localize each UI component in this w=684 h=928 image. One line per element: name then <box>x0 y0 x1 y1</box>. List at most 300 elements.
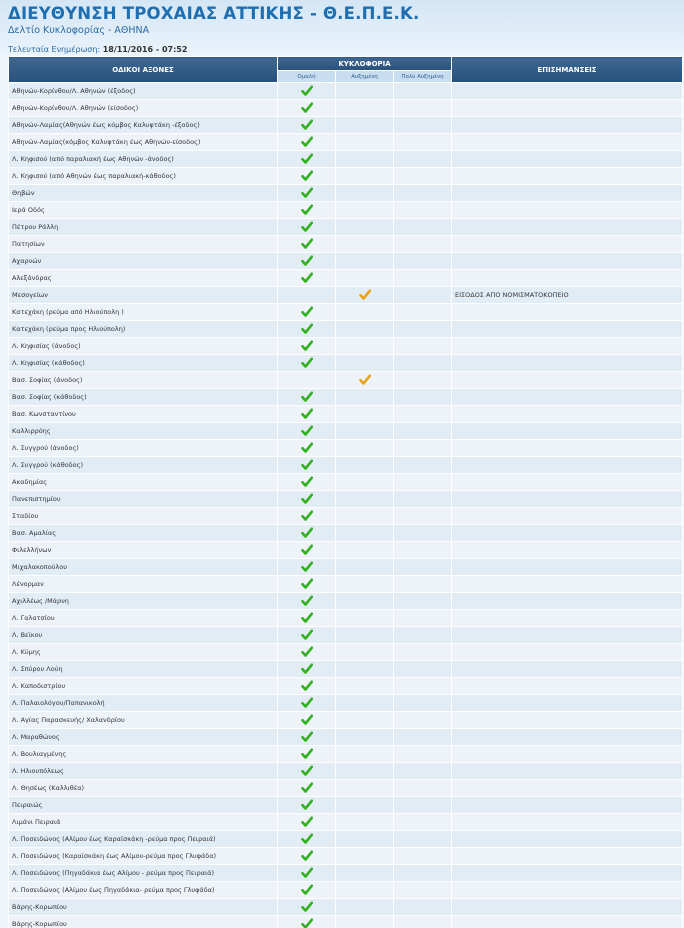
traffic-cell-increased <box>336 678 394 695</box>
traffic-cell-very-increased <box>394 219 452 236</box>
traffic-cell-very-increased <box>394 576 452 593</box>
table-row <box>9 168 683 185</box>
check-icon <box>301 442 313 454</box>
check-icon <box>301 629 313 641</box>
table-row <box>9 151 683 168</box>
check-icon <box>301 391 313 403</box>
remark-cell <box>452 797 683 814</box>
last-update-value: 18/11/2016 - 07:52 <box>102 45 188 54</box>
remark-cell <box>452 134 683 151</box>
column-header-remarks: ΕΠΙΣΗΜΑΝΣΕΙΣ <box>452 57 683 83</box>
traffic-cell-increased <box>336 100 394 117</box>
road-name: Φιλελλήνων <box>9 542 278 559</box>
traffic-cell-very-increased <box>394 865 452 882</box>
road-name: Λ. Ποσειδώνος (Πηγαδάκια έως Αλίμου - ρεύμα προς Πειραιά) <box>9 865 278 882</box>
traffic-cell-very-increased <box>394 814 452 831</box>
check-icon <box>301 578 313 590</box>
page-subtitle: Δελτίο Κυκλοφορίας - ΑΘΗΝΑ <box>8 25 150 36</box>
check-icon <box>301 697 313 709</box>
traffic-cell-normal <box>278 321 336 338</box>
traffic-cell-normal <box>278 406 336 423</box>
road-name: Λ. Κύμης <box>9 644 278 661</box>
road-name: Λένορμαν <box>9 576 278 593</box>
remark-cell <box>452 525 683 542</box>
remark-cell <box>452 270 683 287</box>
traffic-cell-normal <box>278 865 336 882</box>
table-row <box>9 814 683 831</box>
remark-cell <box>452 236 683 253</box>
road-name: Θηβών <box>9 185 278 202</box>
traffic-cell-very-increased <box>394 338 452 355</box>
road-name: Κατεχάκη (ρεύμα προς Ηλιούπολη) <box>9 321 278 338</box>
table-row <box>9 899 683 916</box>
traffic-cell-normal <box>278 287 336 304</box>
traffic-cell-normal <box>278 117 336 134</box>
table-row <box>9 712 683 729</box>
road-name: Αθηνών-Κορίνθου/Λ. Αθηνών (είσοδος) <box>9 100 278 117</box>
remark-cell <box>452 746 683 763</box>
remark-cell <box>452 882 683 899</box>
traffic-cell-increased <box>336 355 394 372</box>
traffic-cell-normal <box>278 83 336 100</box>
remark-cell <box>452 253 683 270</box>
check-icon <box>301 119 313 131</box>
road-name: Βάρης-Κορωπίου <box>9 916 278 928</box>
traffic-cell-very-increased <box>394 100 452 117</box>
table-row <box>9 423 683 440</box>
road-name: Πανεπιστημίου <box>9 491 278 508</box>
road-name: Βασ. Σοφίας (κάθοδος) <box>9 389 278 406</box>
traffic-cell-increased <box>336 321 394 338</box>
traffic-cell-normal <box>278 355 336 372</box>
traffic-cell-very-increased <box>394 661 452 678</box>
road-name: Μιχαλακοπούλου <box>9 559 278 576</box>
remark-cell <box>452 491 683 508</box>
remark-cell <box>452 695 683 712</box>
road-name: Αχαρνών <box>9 253 278 270</box>
traffic-cell-very-increased <box>394 610 452 627</box>
traffic-cell-increased <box>336 661 394 678</box>
check-icon <box>359 374 371 386</box>
traffic-cell-very-increased <box>394 882 452 899</box>
table-row <box>9 559 683 576</box>
traffic-cell-increased <box>336 440 394 457</box>
traffic-cell-increased <box>336 185 394 202</box>
table-row <box>9 202 683 219</box>
check-icon <box>301 323 313 335</box>
table-row <box>9 440 683 457</box>
traffic-cell-increased <box>336 848 394 865</box>
table-row <box>9 593 683 610</box>
check-icon <box>301 663 313 675</box>
traffic-cell-increased <box>336 151 394 168</box>
traffic-cell-normal <box>278 593 336 610</box>
road-name: Λ. Βουλιαγμένης <box>9 746 278 763</box>
traffic-cell-very-increased <box>394 185 452 202</box>
traffic-cell-very-increased <box>394 287 452 304</box>
road-name: Πατησίων <box>9 236 278 253</box>
traffic-cell-normal <box>278 763 336 780</box>
check-icon <box>301 884 313 896</box>
road-name: Λ. Θησέως (Καλλιθέα) <box>9 780 278 797</box>
page-header <box>0 0 684 55</box>
remark-cell <box>452 457 683 474</box>
traffic-table-body <box>9 83 683 928</box>
traffic-cell-normal <box>278 202 336 219</box>
remark-cell <box>452 865 683 882</box>
traffic-cell-very-increased <box>394 780 452 797</box>
traffic-cell-very-increased <box>394 270 452 287</box>
table-row <box>9 253 683 270</box>
traffic-cell-very-increased <box>394 355 452 372</box>
road-name: Λ. Κηφισού (από Αθηνών έως παραλιακή-κάθοδος) <box>9 168 278 185</box>
traffic-cell-normal <box>278 712 336 729</box>
traffic-cell-normal <box>278 151 336 168</box>
road-name: Βασ. Αμαλίας <box>9 525 278 542</box>
table-row <box>9 236 683 253</box>
table-row <box>9 746 683 763</box>
remark-cell <box>452 831 683 848</box>
remark-cell <box>452 712 683 729</box>
road-name: Λ. Βεϊκου <box>9 627 278 644</box>
check-icon <box>301 204 313 216</box>
traffic-cell-very-increased <box>394 134 452 151</box>
check-icon <box>359 289 371 301</box>
traffic-cell-very-increased <box>394 763 452 780</box>
road-name: Λ. Ηλιουπόλεως <box>9 763 278 780</box>
traffic-cell-increased <box>336 168 394 185</box>
remark-cell <box>452 117 683 134</box>
traffic-cell-normal <box>278 542 336 559</box>
check-icon <box>301 102 313 114</box>
traffic-cell-increased <box>336 134 394 151</box>
traffic-cell-increased <box>336 865 394 882</box>
check-icon <box>301 459 313 471</box>
traffic-cell-very-increased <box>394 389 452 406</box>
check-icon <box>301 510 313 522</box>
check-icon <box>301 493 313 505</box>
traffic-cell-normal <box>278 270 336 287</box>
table-row <box>9 389 683 406</box>
road-name: Καλλιρρόης <box>9 423 278 440</box>
subheader-increased: Αυξημένη <box>336 71 394 83</box>
check-icon <box>301 714 313 726</box>
traffic-cell-increased <box>336 729 394 746</box>
check-icon <box>301 646 313 658</box>
traffic-cell-increased <box>336 338 394 355</box>
traffic-cell-normal <box>278 134 336 151</box>
remark-cell <box>452 474 683 491</box>
traffic-cell-very-increased <box>394 831 452 848</box>
road-name: Πέτρου Ράλλη <box>9 219 278 236</box>
check-icon <box>301 748 313 760</box>
road-name: Λ. Κηφισού (από παραλιακή έως Αθηνών -άνοδος) <box>9 151 278 168</box>
traffic-cell-increased <box>336 457 394 474</box>
road-name: Κατεχάκη (ρεύμα από Ηλιούπολη ) <box>9 304 278 321</box>
check-icon <box>301 850 313 862</box>
traffic-cell-normal <box>278 831 336 848</box>
check-icon <box>301 544 313 556</box>
table-row <box>9 644 683 661</box>
traffic-cell-normal <box>278 882 336 899</box>
remark-cell <box>452 151 683 168</box>
traffic-cell-normal <box>278 338 336 355</box>
table-row <box>9 338 683 355</box>
check-icon <box>301 527 313 539</box>
traffic-cell-increased <box>336 525 394 542</box>
traffic-cell-very-increased <box>394 406 452 423</box>
remark-cell <box>452 678 683 695</box>
traffic-cell-normal <box>278 848 336 865</box>
traffic-cell-very-increased <box>394 457 452 474</box>
table-row <box>9 865 683 882</box>
remark-cell <box>452 423 683 440</box>
traffic-cell-normal <box>278 559 336 576</box>
traffic-cell-very-increased <box>394 627 452 644</box>
traffic-cell-increased <box>336 270 394 287</box>
traffic-cell-increased <box>336 491 394 508</box>
table-row <box>9 83 683 100</box>
table-row <box>9 134 683 151</box>
remark-cell: ΕΙΣΟΔΟΣ ΑΠΟ ΝΟΜΙΣΜΑΤΟΚΟΠΕΙΟ <box>452 287 683 304</box>
traffic-cell-very-increased <box>394 491 452 508</box>
road-name: Αθηνών-Κορίνθου/Λ. Αθηνών (έξοδος) <box>9 83 278 100</box>
table-row <box>9 287 683 304</box>
traffic-cell-increased <box>336 559 394 576</box>
traffic-cell-normal <box>278 576 336 593</box>
road-name: Αθηνών-Λαμίας(κόμβος Καλυφτάκη έως Αθηνών-είσοδος) <box>9 134 278 151</box>
remark-cell <box>452 372 683 389</box>
table-row <box>9 780 683 797</box>
table-row <box>9 916 683 928</box>
traffic-cell-increased <box>336 202 394 219</box>
traffic-cell-very-increased <box>394 117 452 134</box>
remark-cell <box>452 338 683 355</box>
table-row <box>9 882 683 899</box>
remark-cell <box>452 202 683 219</box>
last-update-label: Τελευταία Ενημέρωση: <box>8 45 101 54</box>
traffic-cell-increased <box>336 372 394 389</box>
remark-cell <box>452 406 683 423</box>
table-row <box>9 525 683 542</box>
remark-cell <box>452 83 683 100</box>
traffic-cell-normal <box>278 746 336 763</box>
page-title: ΔΙΕΥΘΥΝΣΗ ΤΡΟΧΑΙΑΣ ΑΤΤΙΚΗΣ - Θ.Ε.Π.Ε.Κ. <box>8 4 420 23</box>
table-row <box>9 797 683 814</box>
traffic-cell-normal <box>278 916 336 928</box>
traffic-cell-increased <box>336 763 394 780</box>
traffic-cell-very-increased <box>394 525 452 542</box>
check-icon <box>301 833 313 845</box>
road-name: Λ. Ποσειδώνος (Καραϊσκάκη έως Αλίμου-ρεύμα προς Γλυφάδα) <box>9 848 278 865</box>
table-row <box>9 372 683 389</box>
remark-cell <box>452 576 683 593</box>
check-icon <box>301 918 313 928</box>
last-update <box>8 45 187 54</box>
table-row <box>9 270 683 287</box>
remark-cell <box>452 848 683 865</box>
traffic-cell-very-increased <box>394 797 452 814</box>
traffic-cell-increased <box>336 746 394 763</box>
remark-cell <box>452 389 683 406</box>
traffic-cell-increased <box>336 219 394 236</box>
subheader-very-increased: Πολύ Αυξημένη <box>394 71 452 83</box>
traffic-cell-increased <box>336 593 394 610</box>
traffic-cell-normal <box>278 168 336 185</box>
traffic-cell-increased <box>336 882 394 899</box>
traffic-cell-normal <box>278 661 336 678</box>
road-name: Λ. Συγγρού (κάθοδος) <box>9 457 278 474</box>
traffic-cell-very-increased <box>394 151 452 168</box>
traffic-cell-very-increased <box>394 321 452 338</box>
remark-cell <box>452 627 683 644</box>
traffic-cell-very-increased <box>394 695 452 712</box>
remark-cell <box>452 219 683 236</box>
check-icon <box>301 680 313 692</box>
traffic-cell-increased <box>336 780 394 797</box>
traffic-cell-normal <box>278 457 336 474</box>
traffic-cell-very-increased <box>394 678 452 695</box>
check-icon <box>301 85 313 97</box>
traffic-cell-increased <box>336 508 394 525</box>
traffic-cell-very-increased <box>394 236 452 253</box>
table-row <box>9 508 683 525</box>
road-name: Πειραιώς <box>9 797 278 814</box>
traffic-cell-normal <box>278 899 336 916</box>
traffic-cell-normal <box>278 474 336 491</box>
traffic-cell-normal <box>278 236 336 253</box>
traffic-cell-increased <box>336 236 394 253</box>
table-row <box>9 474 683 491</box>
remark-cell <box>452 661 683 678</box>
traffic-cell-very-increased <box>394 542 452 559</box>
traffic-cell-very-increased <box>394 202 452 219</box>
remark-cell <box>452 763 683 780</box>
check-icon <box>301 153 313 165</box>
traffic-cell-very-increased <box>394 848 452 865</box>
table-row <box>9 848 683 865</box>
road-name: Λ. Συγγρού (άνοδος) <box>9 440 278 457</box>
remark-cell <box>452 610 683 627</box>
traffic-cell-increased <box>336 117 394 134</box>
traffic-cell-increased <box>336 406 394 423</box>
table-row <box>9 406 683 423</box>
road-name: Λ. Καποδιστρίου <box>9 678 278 695</box>
traffic-cell-very-increased <box>394 304 452 321</box>
traffic-cell-increased <box>336 916 394 928</box>
traffic-cell-very-increased <box>394 899 452 916</box>
traffic-cell-increased <box>336 899 394 916</box>
road-name: Λιμάνι Πειραιά <box>9 814 278 831</box>
traffic-cell-very-increased <box>394 508 452 525</box>
check-icon <box>301 867 313 879</box>
traffic-cell-normal <box>278 508 336 525</box>
table-row <box>9 661 683 678</box>
table-row <box>9 304 683 321</box>
traffic-cell-increased <box>336 627 394 644</box>
traffic-cell-normal <box>278 253 336 270</box>
traffic-cell-very-increased <box>394 593 452 610</box>
check-icon <box>301 612 313 624</box>
remark-cell <box>452 780 683 797</box>
traffic-cell-normal <box>278 678 336 695</box>
check-icon <box>301 187 313 199</box>
traffic-cell-normal <box>278 627 336 644</box>
check-icon <box>301 561 313 573</box>
table-row <box>9 831 683 848</box>
traffic-cell-normal <box>278 695 336 712</box>
traffic-cell-normal <box>278 440 336 457</box>
traffic-cell-very-increased <box>394 712 452 729</box>
traffic-cell-normal <box>278 780 336 797</box>
remark-cell <box>452 729 683 746</box>
road-name: Βασ. Σοφίας (άνοδος) <box>9 372 278 389</box>
road-name: Λ. Ποσειδώνος (Αλίμου έως Πηγαδάκια- ρεύμα προς Γλυφάδα) <box>9 882 278 899</box>
traffic-cell-very-increased <box>394 474 452 491</box>
table-row <box>9 355 683 372</box>
traffic-cell-increased <box>336 389 394 406</box>
table-row <box>9 576 683 593</box>
table-row <box>9 219 683 236</box>
table-row <box>9 457 683 474</box>
remark-cell <box>452 321 683 338</box>
traffic-table <box>8 56 683 928</box>
road-name: Ακαδημίας <box>9 474 278 491</box>
traffic-cell-normal <box>278 372 336 389</box>
check-icon <box>301 408 313 420</box>
traffic-cell-normal <box>278 219 336 236</box>
remark-cell <box>452 440 683 457</box>
check-icon <box>301 799 313 811</box>
traffic-cell-very-increased <box>394 440 452 457</box>
traffic-cell-increased <box>336 831 394 848</box>
remark-cell <box>452 100 683 117</box>
traffic-cell-very-increased <box>394 559 452 576</box>
check-icon <box>301 731 313 743</box>
traffic-cell-normal <box>278 185 336 202</box>
road-name: Αχιλλέως /Μάρνη <box>9 593 278 610</box>
check-icon <box>301 901 313 913</box>
traffic-cell-very-increased <box>394 253 452 270</box>
check-icon <box>301 340 313 352</box>
road-name: Λ. Κηφισίας (άνοδος) <box>9 338 278 355</box>
check-icon <box>301 782 313 794</box>
road-name: Αθηνών-Λαμίας(Αθηνών έως κόμβος Καλυφτάκη -έξοδος) <box>9 117 278 134</box>
traffic-cell-increased <box>336 253 394 270</box>
remark-cell <box>452 508 683 525</box>
table-row <box>9 491 683 508</box>
check-icon <box>301 238 313 250</box>
road-name: Λ. Μαραθώνος <box>9 729 278 746</box>
traffic-cell-increased <box>336 83 394 100</box>
road-name: Σταδίου <box>9 508 278 525</box>
table-row <box>9 610 683 627</box>
traffic-cell-increased <box>336 644 394 661</box>
traffic-cell-increased <box>336 304 394 321</box>
road-name: Λ. Ποσειδώνος (Αλίμου έως Καραϊσκάκη -ρεύμα προς Πειραιά) <box>9 831 278 848</box>
remark-cell <box>452 559 683 576</box>
traffic-cell-normal <box>278 525 336 542</box>
column-header-roads: ΟΔΙΚΟΙ ΑΞΟΝΕΣ <box>9 57 278 83</box>
traffic-cell-very-increased <box>394 644 452 661</box>
check-icon <box>301 357 313 369</box>
traffic-cell-increased <box>336 695 394 712</box>
check-icon <box>301 765 313 777</box>
check-icon <box>301 816 313 828</box>
traffic-cell-normal <box>278 491 336 508</box>
traffic-cell-very-increased <box>394 746 452 763</box>
check-icon <box>301 476 313 488</box>
